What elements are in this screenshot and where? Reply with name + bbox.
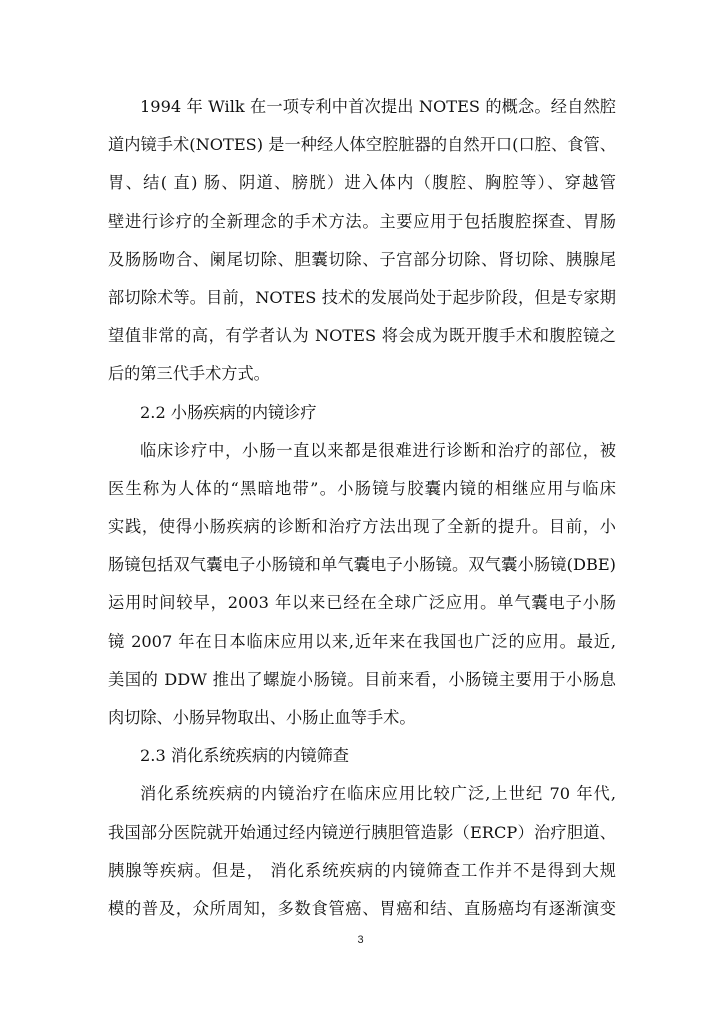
text-line: 后的第三代手术方式。 (108, 364, 270, 384)
text-line: 我国部分医院就开始通过经内镜逆行胰胆管造影（ERCP）治疗胆道、 (108, 822, 616, 842)
paragraph-small-intestine (108, 432, 616, 738)
text-line: 运用时间较早，2003 年以来已经在全球广泛应用。单气囊电子小肠 (108, 593, 616, 613)
text-line: 胃、结( 直) 肠、阴道、膀胱）进入体内（腹腔、胸腔等）、穿越管 (108, 173, 616, 193)
text-line: 道内镜手术(NOTES) 是一种经人体空腔脏器的自然开口(口腔、食管、 (108, 135, 616, 155)
text-line: 实践，使得小肠疾病的诊断和治疗方法出现了全新的提升。目前，小 (108, 517, 616, 537)
section-heading: 2.2 小肠疾病的内镜诊疗 (140, 402, 317, 422)
text-line: 壁进行诊疗的全新理念的手术方法。主要应用于包括腹腔探查、胃肠 (108, 211, 616, 231)
page-number: 3 (357, 934, 364, 946)
text-line: 肉切除、小肠异物取出、小肠止血等手术。 (108, 708, 416, 727)
text-line: 1994 年 Wilk 在一项专利中首次提出 NOTES 的概念。经自然腔 (140, 97, 616, 116)
text-line: 胰腺等疾病。但是， 消化系统疾病的内镜筛查工作并不是得到大规 (108, 860, 616, 880)
text-line: 美国的 DDW 推出了螺旋小肠镜。目前来看，小肠镜主要用于小肠息 (108, 669, 616, 689)
text-line: 医生称为人体的“黑暗地带”。小肠镜与胶囊内镜的相继应用与临床 (108, 478, 616, 498)
text-line: 消化系统疾病的内镜治疗在临床应用比较广泛,上世纪 70 年代, (140, 784, 616, 804)
paragraph-notes (108, 88, 616, 394)
text-line: 及肠肠吻合、阑尾切除、胆囊切除、子宫部分切除、肾切除、胰腺尾 (108, 249, 616, 269)
text-line: 望值非常的高，有学者认为 NOTES 将会成为既开腹手术和腹腔镜之 (108, 326, 616, 346)
text-line: 部切除术等。目前，NOTES 技术的发展尚处于起步阶段，但是专家期 (108, 287, 616, 307)
text-line: 模的普及，众所周知，多数食管癌、胃癌和结、直肠癌均有逐渐演变 (108, 898, 616, 918)
paragraph-screening (108, 775, 616, 928)
section-heading: 2.3 消化系统疾病的内镜筛查 (140, 746, 349, 766)
text-line: 临床诊疗中，小肠一直以来都是很难进行诊断和治疗的部位，被 (140, 440, 616, 460)
text-line: 镜 2007 年在日本临床应用以来,近年来在我国也广泛的应用。最近, (108, 631, 616, 651)
body-text (108, 88, 616, 928)
text-line: 肠镜包括双气囊电子小肠镜和单气囊电子小肠镜。双气囊小肠镜(DBE) (108, 555, 616, 575)
